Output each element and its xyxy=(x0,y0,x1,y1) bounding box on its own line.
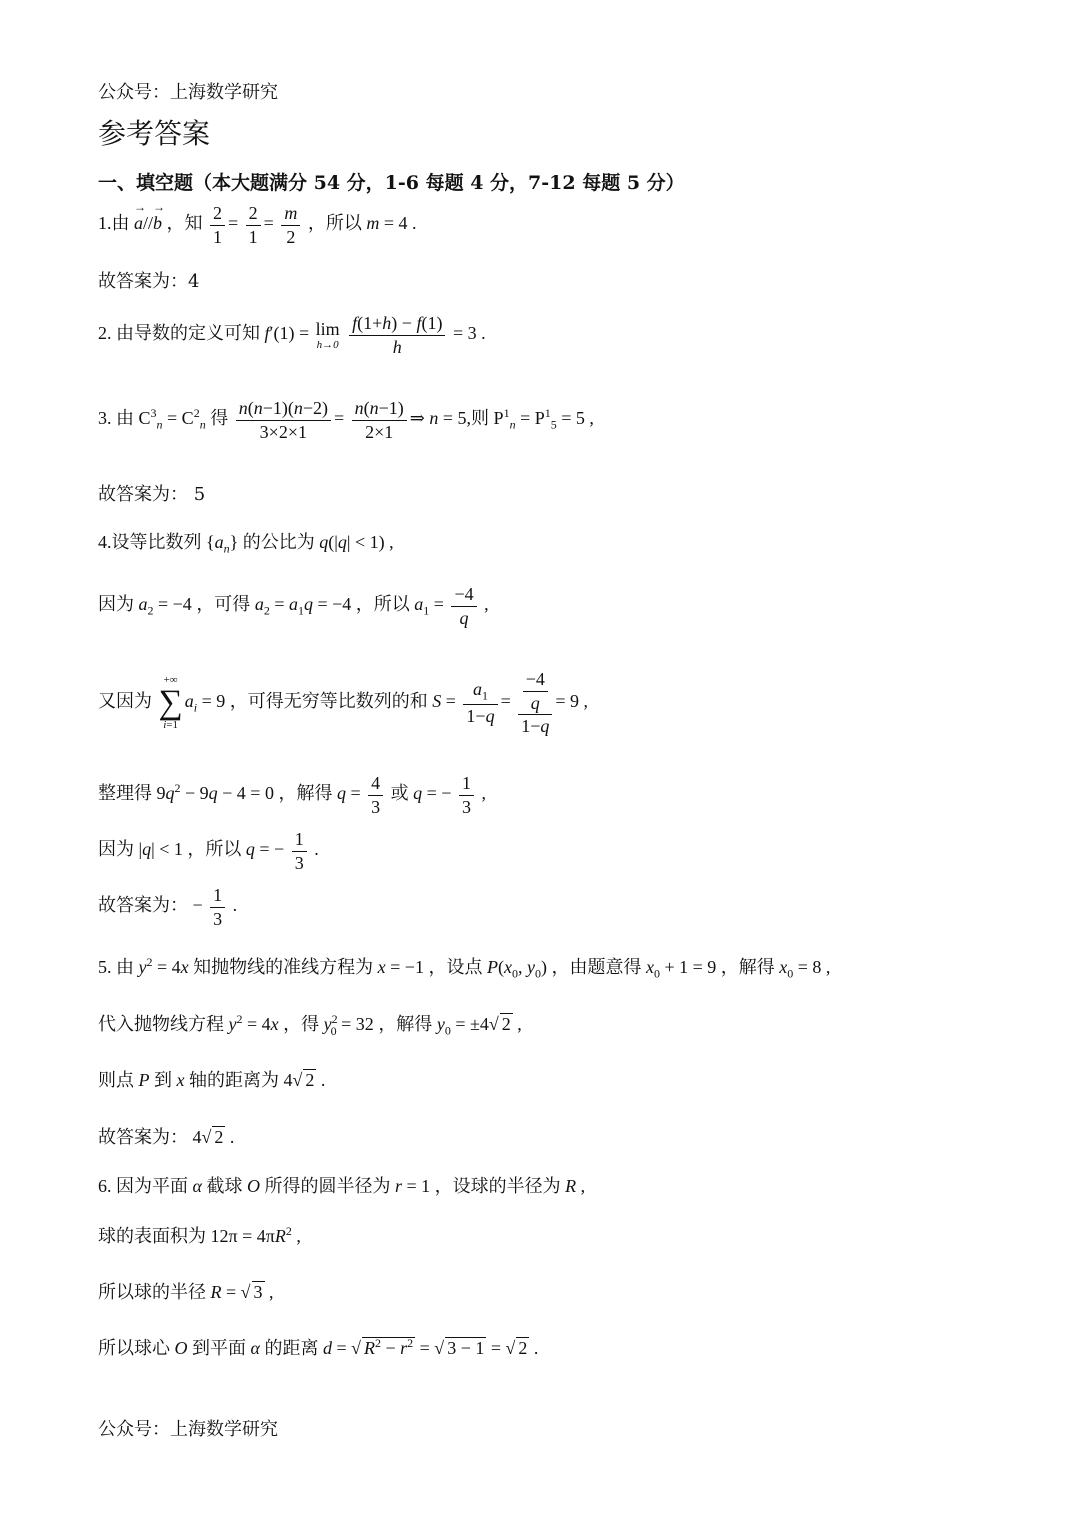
q5-text-10: 到 xyxy=(154,1070,172,1090)
q3-text-2: 得 xyxy=(210,408,229,429)
q5-text-9: 则点 xyxy=(98,1070,134,1090)
q6-line-1: 6. 因为平面 α 截球 O 所得的圆半径为 r = 1 ，设球的半径为 R , xyxy=(98,1176,586,1196)
q6-text-3: 所得的圆半径为 xyxy=(264,1176,391,1196)
q4-text-4: ，可得 xyxy=(196,594,251,615)
q4-text-6: 又因为 xyxy=(98,690,152,711)
q3-text-1: 3. 由 xyxy=(98,408,134,429)
q3-answer: 故答案为： 5 xyxy=(98,484,206,505)
q4-line-1: 4.设等比数列 $\{a_n\}$ 的公比为 q(|q| < 1) , xyxy=(98,532,394,556)
q5-text-3: ，设点 xyxy=(428,957,483,977)
q6-text-9: 的距离 xyxy=(264,1338,319,1358)
section-heading: 一、填空题（本大题满分 54 分，1-6 每题 4 分，7-12 每题 5 分） xyxy=(98,172,685,194)
q5-line-3: 则点 P 到 x 轴的距离为 4√ 2 . xyxy=(98,1070,326,1090)
q5-text-8: ，解得 xyxy=(378,1014,433,1034)
q4-answer: 故答案为： − $\frac{1}{3}$ . xyxy=(98,885,238,929)
q5-text-7: ，得 xyxy=(283,1014,320,1034)
q5-answer-label: 故答案为： xyxy=(98,1127,188,1147)
q4-text-8: 整理得 xyxy=(98,783,152,804)
q2-text-1: 2. 由导数的定义可知 xyxy=(98,323,260,344)
q4-line-4: 整理得 $9q^2 - 9q - 4 = 0$ ，解得 q = $\frac{4}{3}$ 或 q = − $\frac{1}{3}$ , xyxy=(98,773,486,817)
q6-text-5: 球的表面积为 xyxy=(98,1226,206,1246)
q6-text-7: 所以球心 xyxy=(98,1338,170,1358)
q6-text-8: 到平面 xyxy=(192,1338,246,1358)
q3-line: 3. 由 $C^3_n = C^2_n$ 得 $\frac{n(n-1)(n-2)}{3\times 2\times 1}$ = $\frac{n(n-1)}{2\times 1}$ ⇒ n = 5,则 $P^1_n = P^1_5 = 5$ , xyxy=(98,398,594,442)
q4-text-12: ，所以 xyxy=(187,839,242,860)
q6-text-1: 6. 因为平面 xyxy=(98,1176,188,1196)
q4-answer-label: 故答案为： xyxy=(98,895,188,916)
page-title: 参考答案 xyxy=(98,117,211,150)
q5-text-1: 5. 由 xyxy=(98,957,134,977)
q5-answer: 故答案为： 4√ 2 . xyxy=(98,1127,235,1147)
q4-line-2: 因为 $a_2 = -4$ ，可得 $a_2 = a_1q = -4$ ，所以 $a_1$ = $\frac{-4}{q}$ , xyxy=(98,584,489,628)
q4-line-5: 因为 |q| < 1 ，所以 q = − $\frac{1}{3}$ . xyxy=(98,829,319,873)
q1-line: 1.由 a →//b → ，知 $\frac{2}{1}$ = $\frac{2}{1}$ = $\frac{m}{2}$ ，所以 m = 4 . xyxy=(98,202,416,248)
q6-line-3: 所以球的半径 R = √ 3 , xyxy=(98,1282,274,1302)
page-header: 公众号：上海数学研究 xyxy=(98,82,278,103)
q4-text-3: 因为 xyxy=(98,594,134,615)
q6-line-4: 所以球心 O 到平面 α 的距离 d = √ $R^2 - r^2$ = √ 3 − 1 = √ 2 . xyxy=(98,1336,539,1358)
q1-answer: 故答案为：4 xyxy=(98,271,200,292)
q3-text-3: ,则 xyxy=(466,408,490,429)
q5-line-1: 5. 由 $y^2 = 4x$ 知抛物线的准线方程为 x = −1 ，设点 $P(x_0$, $y_0$) ，由题意得 $x_0 + 1 = 9$ ，解得 $x_0 = 8$ , xyxy=(98,955,831,981)
q6-line-2: 球的表面积为 $12\pi = 4\pi R^2$ , xyxy=(98,1224,301,1246)
q6-text-6: 所以球的半径 xyxy=(98,1282,206,1302)
q4-text-1: 4.设等比数列 xyxy=(98,532,202,552)
q4-line-3: 又因为 +∞ ∑ i=1 $a_i = 9$ ，可得无穷等比数列的和 S = $\frac{a_1}{1-q}$ = $\frac{\frac{-4}{q}}{1-q}$ = 9 , xyxy=(98,669,589,736)
q4-text-7: ，可得无穷等比数列的和 xyxy=(229,690,428,711)
q4-text-5: ，所以 xyxy=(355,594,410,615)
q4-text-9: ，解得 xyxy=(278,783,333,804)
q1-text-1: 1.由 xyxy=(98,213,130,234)
q2-line: 2. 由导数的定义可知 f′(1) = lim h→0 $\frac{f(1+h) - f(1)}{h}$ = 3 . xyxy=(98,313,486,357)
q5-text-2: 知抛物线的准线方程为 xyxy=(193,957,374,977)
q6-text-2: 截球 xyxy=(206,1176,243,1196)
q5-text-5: ，解得 xyxy=(720,957,775,977)
q5-line-2: 代入抛物线方程 $y^2 = 4x$ ，得 $y^2_0 = 32$ ，解得 $y_0 = \pm 4√$ 2 , xyxy=(98,1012,522,1038)
q6-text-4: ，设球的半径为 xyxy=(434,1176,561,1196)
q1-text-2: ，知 xyxy=(166,213,203,234)
q5-text-4: ，由题意得 xyxy=(551,957,642,977)
q4-text-11: 因为 xyxy=(98,839,134,860)
q4-text-2: 的公比为 xyxy=(242,532,315,552)
page-footer: 公众号：上海数学研究 xyxy=(98,1419,278,1440)
q5-text-6: 代入抛物线方程 xyxy=(98,1014,224,1034)
q4-text-10: 或 xyxy=(390,783,409,804)
q5-text-11: 轴的距离为 xyxy=(189,1070,279,1090)
q1-text-3: ，所以 xyxy=(307,213,362,234)
